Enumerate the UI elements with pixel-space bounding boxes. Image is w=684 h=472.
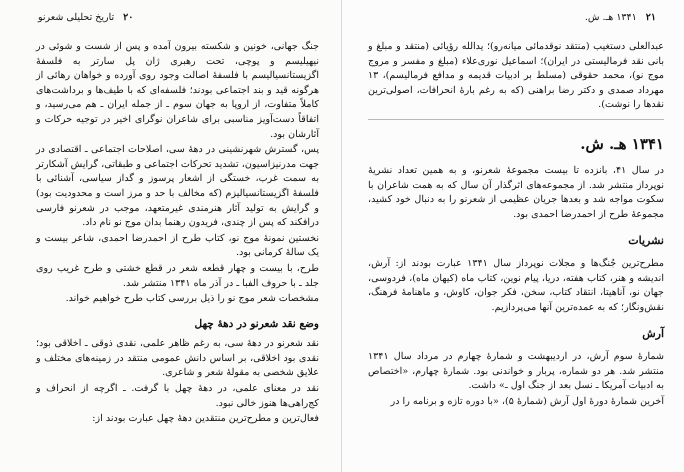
body-paragraph: پس، گسترش شهرنشینی در دههٔ سی، اصلاحات اجتماعی ـ اقتصادی در جهت مدرنیزاسیون، تشدید تحرکات اجتماعی و طبقاتی، گرایش آشکارتر به سمت غرب، خستگی از اشعار پرسوز و گداز سیاسی، آشنائی با فلسفهٔ اگزیستانسیالیزم (که مخالف با حد و مرز است و محدودیت بود) و گرایش به تولید آثار هنرمندی غیرمتعهد، موجب در شعرنو فارسی درافکند که پس از چندی، فریدون رهنما بدان موج نو نام داد.: [36, 144, 319, 229]
running-title: تاریخ تحلیلی شعرنو: [38, 12, 115, 23]
left-page-body: [36, 40, 319, 428]
running-title: ۱۳۴۱ هـ. ش.: [584, 12, 637, 23]
page-number: ۲۱: [645, 12, 656, 23]
body-paragraph: عبدالعلی دستغیب (منتقد نوقدمائی میانه‌رو)؛ یدالله رؤیائی (منتقد و مبلغ و بانی نقد فرمالیستی در ایران)؛ اسماعیل نوری‌علاء (مبلغ و مفسر و مروج موج نو)، محمد حقوقی (مسلط بر ادبیات قدیمه و مدافع فرمالیسم)، ۱۳ مهرداد صمدی و دکتر رضا براهنی (که به رغم بارهٔ انحرافات، اصولی‌ترین نقدها را نوشت).: [368, 41, 664, 111]
body-paragraph: فعال‌ترین و مطرح‌ترین منتقدین دههٔ چهل عبارت بودند از:: [92, 413, 319, 425]
page-number: ۲۰: [123, 12, 134, 23]
left-page-header: [38, 12, 133, 23]
body-paragraph: شمارهٔ سوم آرش، در اردیبهشت و شمارهٔ چهارم در مرداد سال ۱۳۴۱ منتشر شد. هر دو شماره، پربار و خواندنی بود. شمارهٔ چهارم، «اختصاص به ادبیات آمریکا ـ نسل بعد از جنگ اول ـ» داشت.: [368, 350, 664, 392]
section-title-publications: نشریات: [628, 234, 664, 248]
divider: [368, 119, 664, 120]
body-paragraph: مشخصات شعر موج نو را ذیل بررسی کتاب طرح خواهیم خواند.: [65, 293, 319, 305]
body-paragraph: آخرین شمارهٔ دورهٔ اول آرش (شمارهٔ ۵)، «با دوره تازه و برنامه را در: [390, 395, 664, 407]
year-title: ۱۳۴۱ هـ. ش.: [580, 134, 664, 153]
section-title-arash: آرش: [642, 327, 664, 341]
body-paragraph: جنگ جهانی، خونین و شکسته بیرون آمده و پس از شست و شوئی در نیهیلیسم و پوچی، تحت رهبری ژان پل سارتر به فلسفهٔ اگزیستانسیالیسم با فلسفهٔ اصالت وجود روی آورده و خواهان رهائی از هرگونه قید و بند اجتماعی بودند؛ فلسفه‌ای که با طیف‌ها و برداشت‌های کاملاً متفاوت، از اروپا به جهان سوم ـ از جمله ایران ـ هم می‌رسید، و اتفاقاً دست‌آویز مناسبی برای شاعران نوگرای اخیر در توجیه حرکات و آثارشان بود.: [36, 41, 319, 140]
body-paragraph: مطرح‌ترین جُنگ‌ها و مجلات نوپرداز سال ۱۳۴۱ عبارت بودند از: آرش، اندیشه و هنر، کتاب هفته، دریا، پیام نوین، کتاب ماه (کیهان ماه)، فردوسی، جهان نو، آناهیتا، انتقاد کتاب، سخن، فکر جوان، کاوش، و ماهنامهٔ فرهنگ، نقش‌ونگار؛ که به عمده‌ترین آنها می‌پردازیم.: [368, 257, 665, 313]
body-paragraph: نخستین نمونهٔ موج نو، کتاب طرح از احمدرضا احمدی، شاعر بیست و یک سالهٔ کرمانی بود.: [36, 232, 319, 259]
body-paragraph: نقد در معنای علمی، در دههٔ چهل با گرفت. ـ اگرچه از انحراف و کج‌راهی‌ها هنوز خالی نبود.: [36, 383, 319, 409]
section-title: وضع نقد شعرنو در دههٔ چهل: [194, 317, 319, 330]
right-page-body: [368, 40, 664, 410]
right-page: [342, 0, 684, 472]
right-page-header: [585, 12, 656, 23]
body-paragraph: نقد شعرنو در دههٔ سی، به رغم ظاهر علمی، نقدی ذوقی ـ اخلاقی بود؛ نقدی بود اخلاقی، بر اساس دانش عمومی منتقد در زمینه‌های مختلف و علایق شخصی به مقولهٔ شعر و شاعری.: [36, 338, 319, 379]
body-paragraph: طرح، با بیست و چهار قطعه شعر در قطع خشتی و طرح غریب روی جلد ـ با حروف الفبا ـ در آذر ماه ۱۳۴۱ منتشر شد.: [36, 262, 319, 289]
body-paragraph: در سال ۴۱، بانزده تا بیست مجموعهٔ شعرنو، و به همین تعداد نشریهٔ نوپرداز منتشر شد. از مجموعه‌های اثرگذار آن سال که به همت شاعران با سکوت مواجه شد و بعدها جریان عظیمی از شعرنو را به دنبال خود کشید، مجموعهٔ طرح از احمدرضا احمدی بود.: [368, 164, 665, 220]
